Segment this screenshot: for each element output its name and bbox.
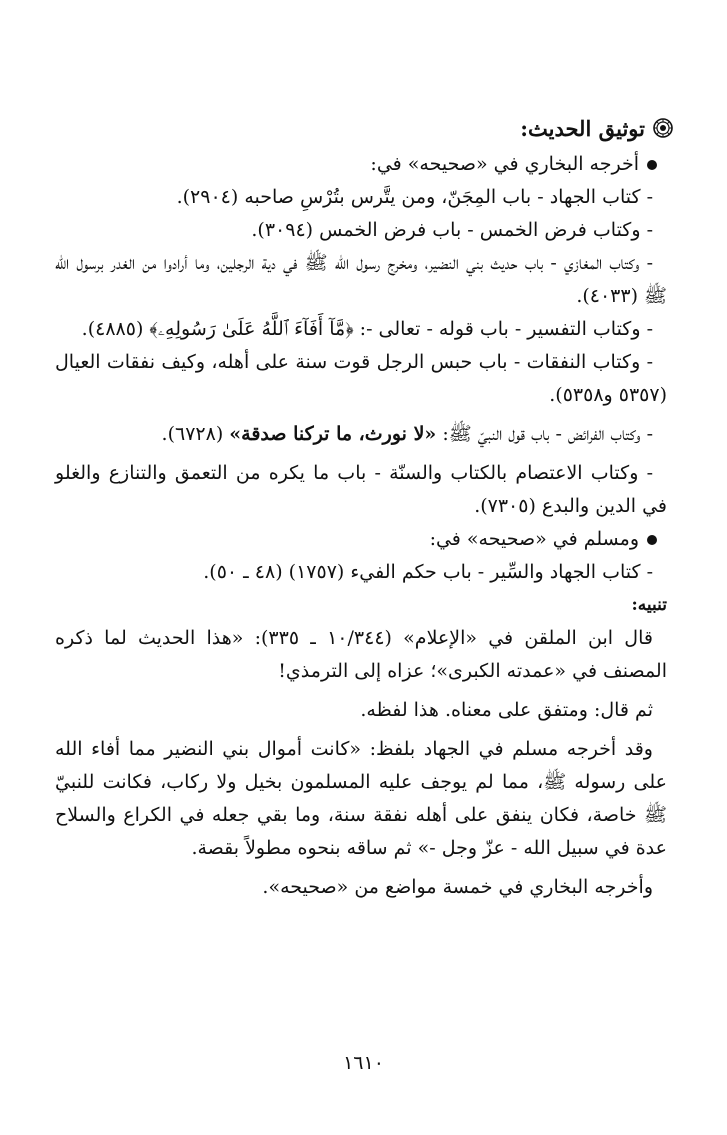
muslim-item-jihad: - كتاب الجهاد والسِّير - باب حكم الفيء (١٧٥٧) (٤٨ ـ ٥٠). [203, 561, 653, 583]
bullet-icon [647, 160, 657, 170]
bukhari-item-itisam: - وكتاب الاعتصام بالكتاب والسنّة - باب ما يكره من التعمق والتنازع والغلو في الدين والبدع (٧٣٠٥). [55, 462, 667, 517]
bukhari-item-khums: - وكتاب فرض الخمس - باب فرض الخمس (٣٠٩٤). [251, 219, 653, 241]
section-heading [55, 108, 673, 148]
bukhari-item-faraid: - وكتاب الفرائض - باب قول النبيّ ﷺ: «لا نورث، ما تركنا صدقة» (٦٧٢٨). [161, 423, 653, 445]
bukhari-item-tafsir: - وكتاب التفسير - باب قوله - تعالى -: ﴿مَّآ أَفَآءَ ٱللَّهُ عَلَىٰ رَسُولِهِۦ﴾ (٤٨٨٥). [81, 318, 653, 340]
bukhari-item-nafaqat: - وكتاب النفقات - باب حبس الرجل قوت سنة على أهله، وكيف نفقات العيال (٥٣٥٧ و٥٣٥٨). [55, 351, 667, 406]
note-paragraph-4: وأخرجه البخاري في خمسة مواضع من «صحيحه». [262, 876, 653, 898]
page-number: ١٦١٠ [343, 1052, 384, 1074]
bukhari-item-maghazi: - وكتاب المغازي - باب حديث بني النضير، ومخرج رسول الله ﷺ في دية الرجلين، وما أرادوا من الغدر برسول الله ﷺ (٤٠٣٣). [55, 252, 667, 307]
bukhari-item-jihad: - كتاب الجهاد - باب المِجَنّ، ومن يتَّرس بتُرْسِ صاحبه (٢٩٠٤). [176, 186, 653, 208]
page-content [55, 108, 667, 904]
bukhari-intro: أخرجه البخاري في «صحيحه» في: [55, 148, 667, 181]
note-paragraph-1: قال ابن الملقن في «الإعلام» (١٠/٣٤٤ ـ ٣٣٥): «هذا الحديث لما ذكره المصنف في «عمدته الكبرى»؛ عزاه إلى الترمذي! [55, 627, 667, 682]
bullet-icon [647, 535, 657, 545]
note-title: تنبيه: [631, 595, 667, 615]
section-title: توثيق الحديث: [520, 115, 645, 141]
rosette-ornament-icon [653, 118, 673, 138]
note-paragraph-2: ثم قال: ومتفق على معناه. هذا لفظه. [360, 699, 653, 721]
muslim-intro: ومسلم في «صحيحه» في: [55, 523, 667, 556]
note-paragraph-3: وقد أخرجه مسلم في الجهاد بلفظ: «كانت أموال بني النضير مما أفاء الله على رسوله ﷺ، مما لم يوجف عليه المسلمون بخيل ولا ركاب، فكانت للنبيّ ﷺ خاصة، فكان ينفق على أهله نفقة سنة، وما بقي جعله في الكراع والسلاح عدة في سبيل الله - عزّ وجل -» ثم ساقه بنحوه مطولاً بقصة. [55, 738, 667, 859]
faraid-quote: «لا نورث، ما تركنا صدقة» [229, 423, 437, 445]
